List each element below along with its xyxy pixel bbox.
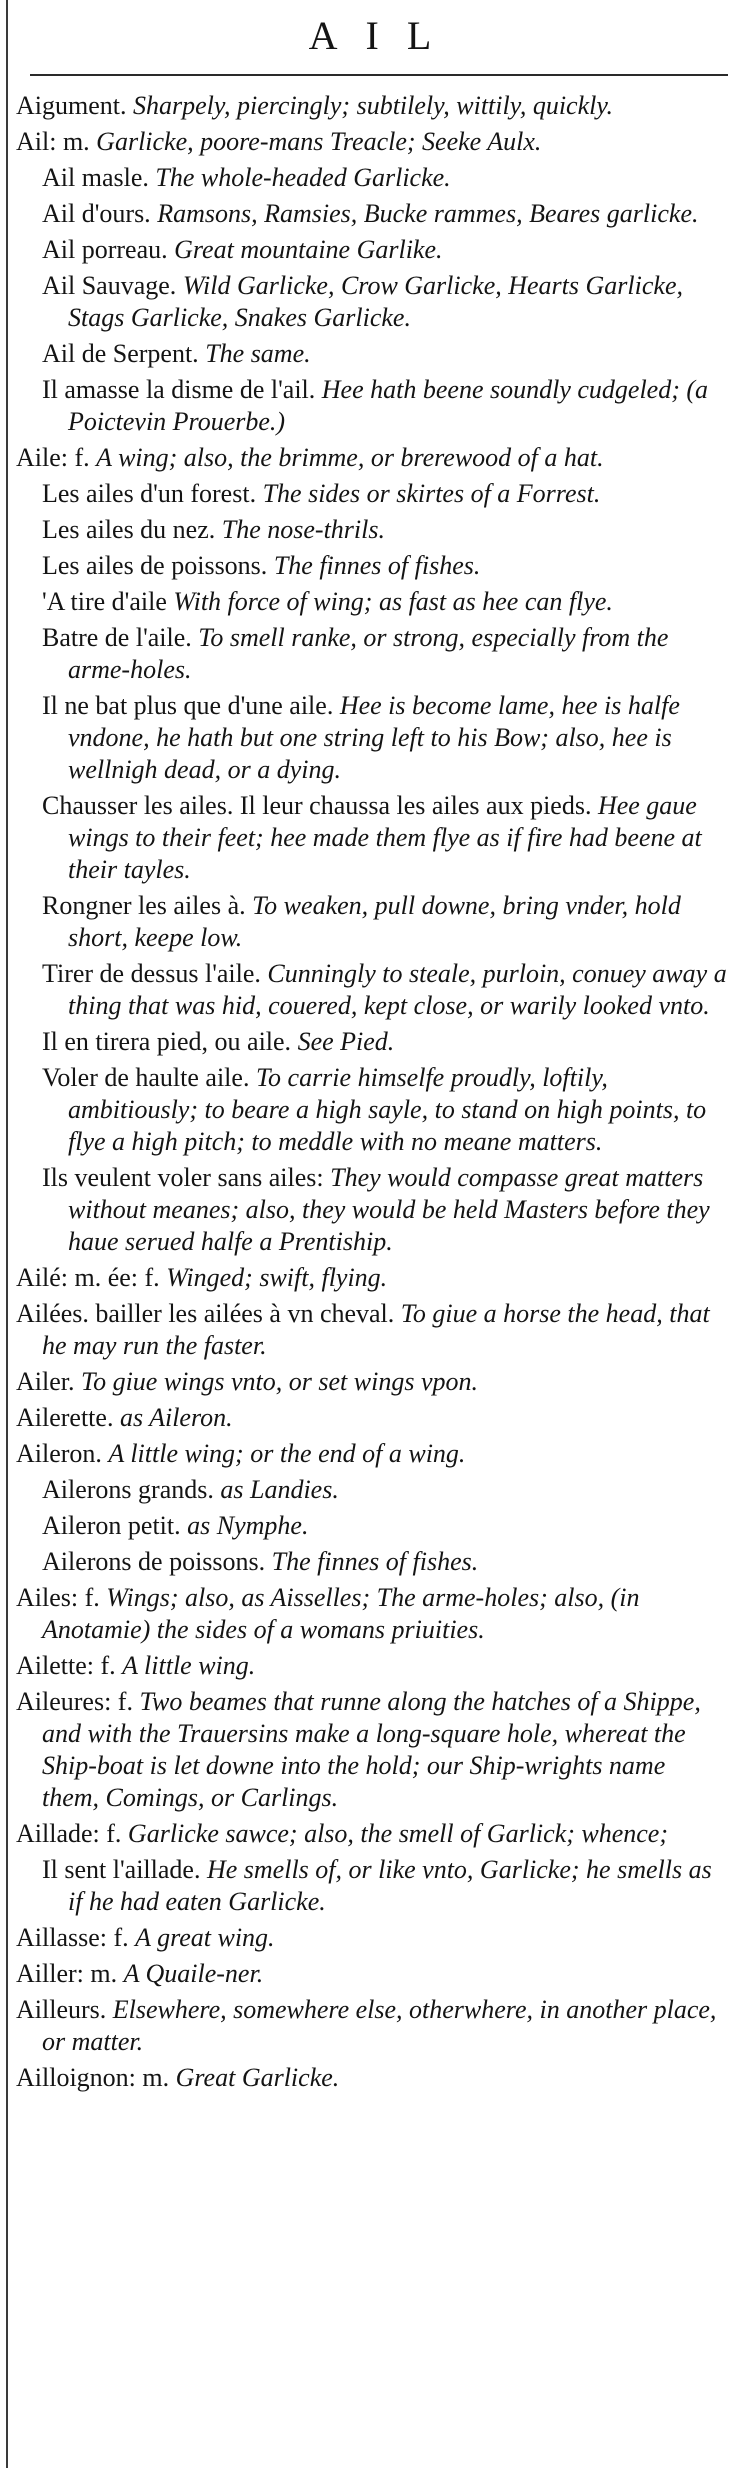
- dictionary-entry: [16, 1994, 728, 2058]
- entry-definition: Elsewhere, somewhere else, otherwhere, in another place, or matter.: [42, 1995, 717, 2056]
- dictionary-entry: [16, 1402, 728, 1434]
- dictionary-entry: [16, 1582, 728, 1646]
- dictionary-entry: [16, 1438, 728, 1470]
- dictionary-entry: [16, 162, 728, 194]
- entry-headword: Chausser les ailes. Il leur chaussa les ailes aux pieds.: [42, 791, 592, 820]
- dictionary-entry: [16, 1026, 728, 1058]
- entry-headword: Ailette: f.: [16, 1651, 116, 1680]
- entry-headword: Il ne bat plus que d'une aile.: [42, 691, 334, 720]
- entry-definition: Cunningly to steale, purloin, conuey away a thing that was hid, couered, kept close, or warily looked vnto.: [68, 959, 727, 1020]
- entry-headword: Ailleurs.: [16, 1995, 107, 2024]
- dictionary-entry: [16, 586, 728, 618]
- dictionary-entry: [16, 338, 728, 370]
- dictionary-entry: [16, 1162, 728, 1258]
- entry-headword: Il amasse la disme de l'ail.: [42, 375, 316, 404]
- entry-definition: Sharpely, piercingly; subtilely, wittily, quickly.: [133, 91, 613, 120]
- entry-definition: Wild Garlicke, Crow Garlicke, Hearts Garlicke, Stags Garlicke, Snakes Garlicke.: [68, 271, 683, 332]
- entry-headword: Les ailes d'un forest.: [42, 479, 257, 508]
- entry-definition: To smell ranke, or strong, especially from the arme-holes.: [68, 623, 669, 684]
- entry-definition: With force of wing; as fast as hee can flye.: [173, 587, 613, 616]
- dictionary-entry: [16, 1958, 728, 1990]
- entry-definition: A great wing.: [135, 1923, 275, 1952]
- entry-headword: Aillade: f.: [16, 1819, 122, 1848]
- entry-definition: The finnes of fishes.: [273, 551, 481, 580]
- dictionary-entry: [16, 374, 728, 438]
- dictionary-entry: [16, 442, 728, 474]
- entry-headword: Il en tirera pied, ou aile.: [42, 1027, 292, 1056]
- dictionary-entry: [16, 478, 728, 510]
- dictionary-entry: [16, 1298, 728, 1362]
- dictionary-entry: [16, 550, 728, 582]
- entry-headword: Ailées. bailler les ailées à vn cheval.: [16, 1299, 395, 1328]
- entry-headword: Ailes: f.: [16, 1583, 100, 1612]
- dictionary-entry: [16, 234, 728, 266]
- entry-headword: Ail: m.: [16, 127, 90, 156]
- entry-definition: Garlicke sawce; also, the smell of Garlick; whence;: [127, 1819, 668, 1848]
- entry-definition: To giue wings vnto, or set wings vpon.: [81, 1367, 479, 1396]
- entry-headword: Aillasse: f.: [16, 1923, 129, 1952]
- header-rule: [30, 74, 728, 76]
- entry-definition: Winged; swift, flying.: [166, 1263, 388, 1292]
- entry-definition: Hee is become lame, hee is halfe vndone, he hath but one string left to his Bow; also, hee is wellnigh dead, or a dying.: [68, 691, 680, 784]
- entry-definition: as Nymphe.: [187, 1511, 309, 1540]
- entries-list: [16, 90, 728, 2094]
- entry-headword: Ail de Serpent.: [42, 339, 199, 368]
- entry-definition: They would compasse great matters without meanes; also, they would be held Masters before they haue serued halfe a Prentiship.: [68, 1163, 710, 1256]
- entry-definition: To weaken, pull downe, bring vnder, hold short, keepe low.: [68, 891, 681, 952]
- entry-headword: Aigument.: [16, 91, 127, 120]
- entry-definition: Two beames that runne along the hatches of a Shippe, and with the Trauersins make a long-square hole, whereat the Ship-boat is let downe into the hold; our Ship-wrights name them, Comings, or Carlings.: [42, 1687, 701, 1812]
- entry-definition: To carrie himselfe proudly, loftily, ambitiously; to beare a high sayle, to stand on high points, to flye a high pitch; to meddle with no meane matters.: [68, 1063, 707, 1156]
- entry-headword: Ail porreau.: [42, 235, 168, 264]
- dictionary-entry: [16, 690, 728, 786]
- dictionary-entry: [16, 790, 728, 886]
- dictionary-entry: [16, 1262, 728, 1294]
- entry-definition: Hee hath beene soundly cudgeled; (a Poictevin Prouerbe.): [68, 375, 709, 436]
- entry-definition: A little wing; or the end of a wing.: [108, 1439, 466, 1468]
- entry-definition: A wing; also, the brimme, or brerewood of a hat.: [96, 443, 604, 472]
- entry-definition: as Aileron.: [119, 1403, 233, 1432]
- entry-definition: The finnes of fishes.: [271, 1547, 479, 1576]
- entry-headword: Ailerette.: [16, 1403, 114, 1432]
- entry-definition: Ramsons, Ramsies, Bucke rammes, Beares garlicke.: [157, 199, 699, 228]
- entry-headword: Il sent l'aillade.: [42, 1855, 201, 1884]
- entry-definition: Great Garlicke.: [175, 2063, 340, 2092]
- entry-headword: Ail masle.: [42, 163, 149, 192]
- dictionary-entry: [16, 1546, 728, 1578]
- entry-headword: Ailler: m.: [16, 1959, 118, 1988]
- page-header: AIL: [308, 13, 460, 58]
- page-edge-rule: [6, 0, 8, 2468]
- entry-definition: The same.: [205, 339, 311, 368]
- entry-definition: Wings; also, as Aisselles; The arme-holes; also, (in Anotamie) the sides of a womans priuities.: [42, 1583, 640, 1644]
- dictionary-entry: [16, 1474, 728, 1506]
- dictionary-entry: [16, 1650, 728, 1682]
- entry-definition: The sides or skirtes of a Forrest.: [262, 479, 601, 508]
- entry-headword: Les ailes de poissons.: [42, 551, 268, 580]
- entry-definition: Garlicke, poore-mans Treacle; Seeke Aulx.: [96, 127, 542, 156]
- entry-headword: Ils veulent voler sans ailes:: [42, 1163, 324, 1192]
- entry-headword: Ail d'ours.: [42, 199, 151, 228]
- dictionary-entry: [16, 1366, 728, 1398]
- entry-headword: Aileron petit.: [42, 1511, 181, 1540]
- dictionary-entry: [16, 958, 728, 1022]
- dictionary-entry: [16, 2062, 728, 2094]
- entry-headword: Ailloignon: m.: [16, 2063, 170, 2092]
- dictionary-entry: [16, 1510, 728, 1542]
- dictionary-entry: [16, 270, 728, 334]
- dictionary-entry: [16, 1818, 728, 1850]
- entry-headword: Ailerons grands.: [42, 1475, 214, 1504]
- entry-headword: Voler de haulte aile.: [42, 1063, 250, 1092]
- entry-headword: Aileron.: [16, 1439, 102, 1468]
- entry-headword: Ailé: m. ée: f.: [16, 1263, 160, 1292]
- entry-definition: To giue a horse the head, that he may run the faster.: [42, 1299, 710, 1360]
- entry-headword: Ailer.: [16, 1367, 75, 1396]
- dictionary-entry: [16, 1922, 728, 1954]
- entry-headword: Aile: f.: [16, 443, 90, 472]
- entry-definition: The whole-headed Garlicke.: [155, 163, 451, 192]
- entry-definition: See Pied.: [297, 1027, 395, 1056]
- dictionary-entry: [16, 622, 728, 686]
- dictionary-entry: [16, 1686, 728, 1814]
- entry-definition: as Landies.: [220, 1475, 339, 1504]
- entry-headword: Ail Sauvage.: [42, 271, 177, 300]
- entry-definition: Hee gaue wings to their feet; hee made them flye as if fire had beene at their tayles.: [68, 791, 702, 884]
- entry-definition: A Quaile-ner.: [123, 1959, 264, 1988]
- dictionary-entry: [16, 126, 728, 158]
- dictionary-entry: [16, 514, 728, 546]
- entry-definition: Great mountaine Garlike.: [174, 235, 443, 264]
- entry-definition: The nose-thrils.: [221, 515, 385, 544]
- entry-headword: Ailerons de poissons.: [42, 1547, 266, 1576]
- entry-headword: 'A tire d'aile: [42, 587, 167, 616]
- dictionary-entry: [16, 90, 728, 122]
- entry-headword: Batre de l'aile.: [42, 623, 192, 652]
- dictionary-entry: [16, 1854, 728, 1918]
- dictionary-entry: [16, 1062, 728, 1158]
- entry-headword: Aileures: f.: [16, 1687, 133, 1716]
- dictionary-entry: [16, 198, 728, 230]
- entry-headword: Les ailes du nez.: [42, 515, 216, 544]
- entry-headword: Tirer de dessus l'aile.: [42, 959, 261, 988]
- entry-definition: He smells of, or like vnto, Garlicke; he smells as if he had eaten Garlicke.: [68, 1855, 712, 1916]
- entry-headword: Rongner les ailes à.: [42, 891, 246, 920]
- entry-definition: A little wing.: [122, 1651, 256, 1680]
- dictionary-entry: [16, 890, 728, 954]
